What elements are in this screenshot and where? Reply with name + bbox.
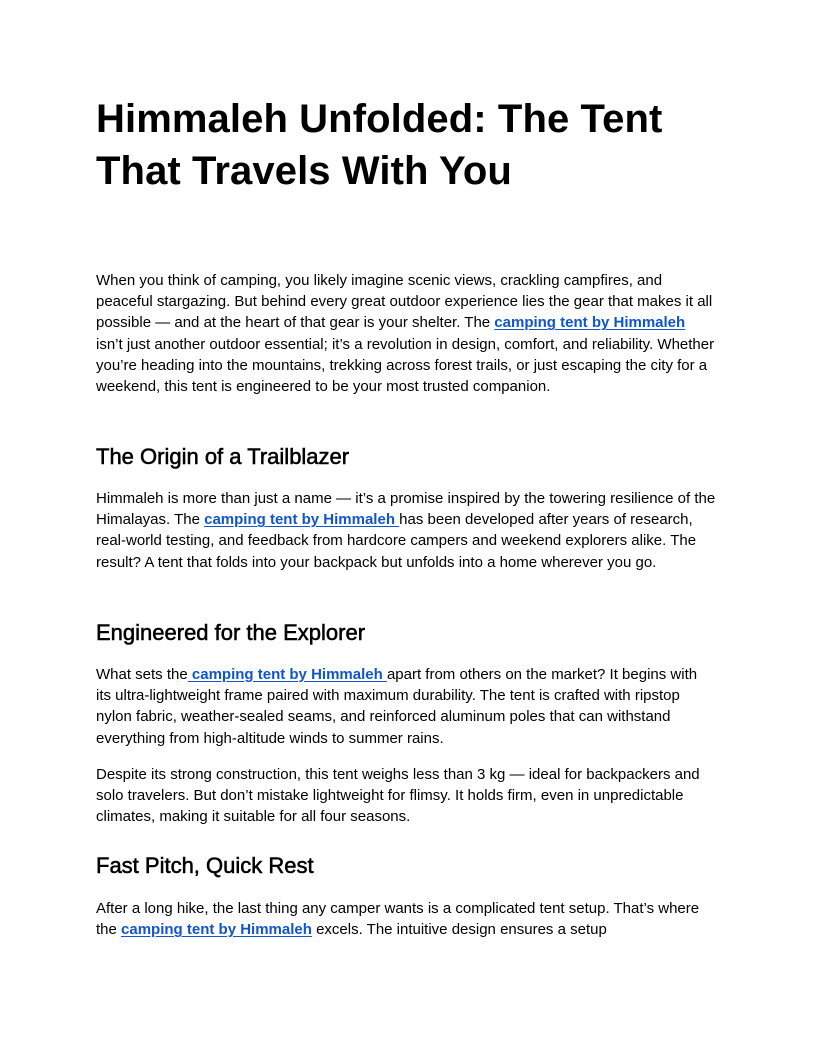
intro-paragraph bbox=[96, 270, 716, 397]
engineered-paragraph-2: Despite its strong construction, this tent weighs less than 3 kg — ideal for backpackers and solo travelers. But don’t mistake lightweight for flimsy. It holds firm, even in unpredictable climates, making it suitable for all four seasons. bbox=[96, 766, 700, 826]
section-heading-origin: The Origin of a Trailblazer bbox=[96, 444, 350, 469]
origin-paragraph: Himmaleh is more than just a name — it’s a promise inspired by the towering resilience of the Himalayas. The camping tent by Himmaleh has been developed after years of research, real-world testing, and feedback from hardcore campers and weekend explorers alike. The result? A tent that folds into your backpack but unfolds into a home wherever you go. bbox=[96, 490, 716, 571]
engineered-paragraph-1: What sets the camping tent by Himmaleh apart from others on the market? It begins with its ultra-lightweight frame paired with maximum durability. The tent is crafted with ripstop nylon fabric, weather-sealed seams, and reinforced aluminum poles that can withstand everything from high-altitude winds to summer rains. bbox=[96, 666, 698, 747]
intro-text-after: isn’t just another outdoor essential; it’s a revolution in design, comfort, and reliability. Whether you’re heading into the mountains, trekking across forest trails, or just escaping the city for a weekend, this tent is engineered to be your most trusted companion. bbox=[96, 335, 715, 396]
fast-pitch-link-camping-tent[interactable]: camping tent by Himmaleh bbox=[121, 921, 312, 939]
fast-pitch-paragraph: After a long hike, the last thing any camper wants is a complicated tent setup. That’s where the camping tent by Himmaleh excels. The intuitive design ensures a setup bbox=[96, 900, 700, 939]
section-heading-fast-pitch: Fast Pitch, Quick Rest bbox=[96, 853, 314, 878]
intro-link-camping-tent[interactable]: camping tent by Himmaleh bbox=[494, 314, 686, 332]
page-title: Himmaleh Unfolded: The Tent That Travels With You bbox=[96, 97, 663, 193]
origin-link-camping-tent[interactable]: camping tent by Himmaleh bbox=[204, 511, 400, 529]
engineered-link-camping-tent[interactable]: camping tent by Himmaleh bbox=[187, 666, 387, 683]
intro-text-before: When you think of camping, you likely imagine scenic views, crackling campfires, and peaceful stargazing. But behind every great outdoor experience lies the gear that makes it all possible — and at the heart of that gear is your shelter. The bbox=[96, 272, 713, 332]
section-heading-engineered: Engineered for the Explorer bbox=[96, 620, 366, 645]
